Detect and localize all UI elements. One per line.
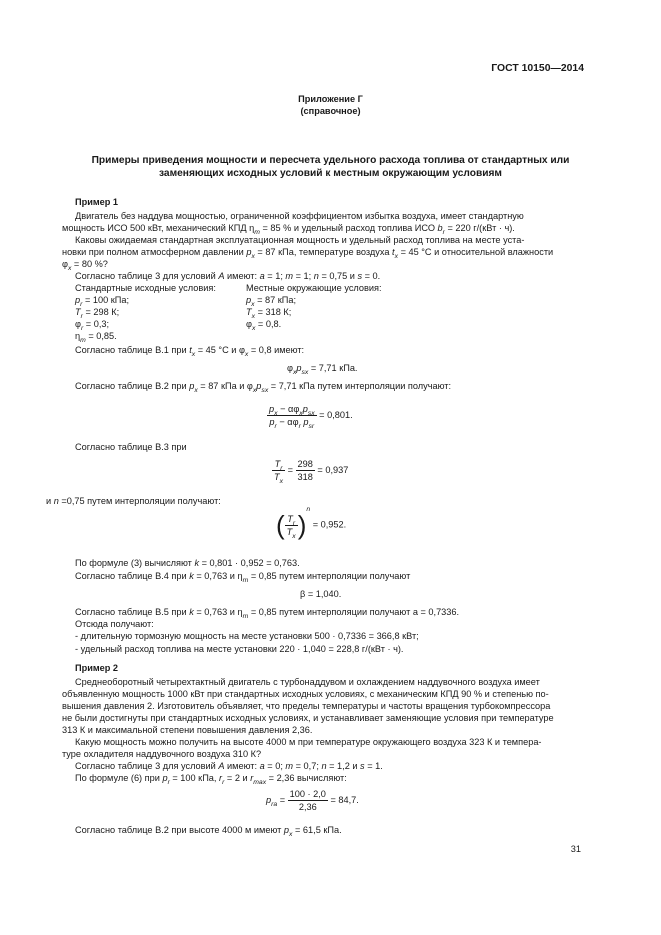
formula-temp-power: ( $\frac{T_r}{T_x}$ )$^n$ = 0,952. — [276, 506, 347, 540]
example1-para6: Согласно таблице В.3 при — [75, 442, 187, 452]
local-px: $p_x = 87$ кПа; — [246, 295, 297, 308]
local-conditions-label: Местные окружающие условия: — [246, 283, 382, 293]
std-pr: $p_r = 100$ кПа; — [75, 295, 130, 308]
example1-para5: Согласно таблице В.2 при $p_x = 87$ кПа и $\varphi_xp_{sx} = 7,71$ кПа путем интерполяции получают: — [75, 381, 452, 394]
formula-phi-psx: $\varphi_xp_{sx} = 7,71$ кПа. — [287, 363, 358, 376]
example1-para2-line1: Каковы ожидаемая стандартная эксплуатационная мощность и удельный расход топлива на месте уста- — [75, 235, 525, 245]
example1-para3: Согласно таблице 3 для условий A имеют: a = 1; m = 1; n = 0,75 и s = 0. — [75, 271, 381, 281]
example2-para1-l4: не были достигнуты при стандартных исходных условиях, и устанавливает заменяющие условия при температуре — [62, 713, 554, 723]
example2-para3: Согласно таблице 3 для условий A имеют: a = 0; m = 0,7; n = 1,2 и s = 1. — [75, 761, 383, 771]
example2-para1-l5: 313 К и максимальной степени повышения давления 2,36. — [62, 725, 313, 735]
formula-pra: $p_{ra}$ = $\frac{100 \cdot 2,0}{2,36}$ = 84,7. — [266, 789, 359, 812]
example2-para5: Согласно таблице В.2 при высоте 4000 м имеют $p_x = 61,5$ кПа. — [75, 825, 342, 838]
example1-para2-line3: $\varphi_x = 80$ %? — [62, 259, 108, 272]
temp-ratio-num: 298 — [297, 459, 313, 469]
local-phix: $\varphi_x = 0,8$. — [246, 319, 282, 332]
std-phir: $\varphi_r = 0,3$; — [75, 319, 110, 332]
formula-pra-result: = 84,7. — [330, 794, 359, 805]
example2-heading: Пример 2 — [75, 663, 119, 673]
example2-para2-l1: Какую мощность можно получить на высоте 4000 м при температуре окружающего воздуха 323 К и темпера- — [75, 737, 542, 747]
example2-para2-l2: туре охладителя наддувочного воздуха 310 К? — [62, 749, 262, 759]
temp-ratio-den: 318 — [297, 472, 313, 482]
std-tr: $T_r = 298$ К; — [75, 307, 120, 320]
std-conditions-label: Стандартные исходные условия: — [75, 283, 216, 293]
formula-temp-ratio: $\frac{T_r}{T_x}$ = $\frac{298}{318}$ = 0,937 — [274, 459, 349, 485]
example1-heading: Пример 1 — [75, 197, 119, 207]
example1-para10: Согласно таблице В.5 при k = 0,763 и $\eta_m = 0,85$ путем интерполяции получают a = 0,7336. — [75, 607, 460, 620]
section-title-line2: заменяющих исходных условий к местным окружающим условиям — [159, 168, 502, 179]
formula-beta: β = 1,040. — [300, 589, 342, 599]
example1-para8: По формуле (3) вычисляют k = 0,801 · 0,952 = 0,763. — [75, 558, 300, 568]
example1-result-power: - длительную тормозную мощность на месте установки 500 · 0,7336 = 366,8 кВт; — [75, 631, 419, 641]
formula-pressure-ratio-result: = 0,801. — [319, 409, 353, 420]
formula-temp-ratio-result: = 0,937 — [317, 464, 349, 475]
example1-para9: Согласно таблице В.4 при k = 0,763 и $\eta_m = 0,85$ путем интерполяции получают — [75, 571, 411, 584]
page-number: 31 — [570, 844, 581, 854]
example1-para1-cont: мощность ИСО 500 кВт, механический КПД $\eta_m = 85$ % и удельный расход топлива ИСО $b_r = 220$ г/(кВт · ч). — [62, 223, 515, 236]
appendix-title: Приложение Г — [298, 94, 363, 104]
pra-den: 2,36 — [298, 802, 317, 812]
formula-temp-power-result: = 0,952. — [312, 519, 347, 530]
example1-para7: и n =0,75 путем интерполяции получают: — [46, 496, 221, 506]
pra-num: 100 · 2,0 — [289, 789, 326, 799]
example2-para1-l2: объявленную мощность 1000 кВт при стандартных исходных условиях, с механическим КПД 90 % и степенью по- — [62, 689, 549, 699]
formula-pressure-ratio: $\frac{p_x - \alpha\varphi_xp_{sx}}{p_r - \alpha\varphi_r p_{sr}}$ = 0,801. — [269, 404, 353, 430]
std-etam: $\eta_m = 0,85$. — [75, 331, 117, 344]
section-title-line1: Примеры приведения мощности и пересчета удельного расхода топлива от стандартных или — [91, 155, 570, 166]
example1-para1: Двигатель без наддува мощностью, ограниченной коэффициентом избытка воздуха, имеет стандартную — [75, 211, 524, 221]
document-id: ГОСТ 10150—2014 — [491, 63, 584, 74]
example2-para4: По формуле (6) при $p_r = 100$ кПа, $r_r = 2$ и $r_{max} = 2,36$ вычисляют: — [75, 773, 347, 786]
example1-para2-line2: новки при полном атмосферном давлении $p_x = 87$ кПа, температуре воздуха $t_x = 45$ °С и относительной влажности — [62, 247, 554, 260]
example1-result-consumption: - удельный расход топлива на месте установки 220 · 1,040 = 228,8 г/(кВт · ч). — [75, 644, 404, 654]
example2-para1-l3: вышения давления 2. Изготовитель объявляет, что пределы температуры и частоты вращения турбокомпрессора — [62, 701, 551, 711]
local-tx: $T_x = 318$ К; — [246, 307, 292, 320]
example1-para11: Отсюда получают: — [75, 619, 154, 629]
example2-para1-l1: Среднеоборотный четырехтактный двигатель с турбонаддувом и охлаждением наддувочного воздуха имеет — [75, 677, 540, 687]
appendix-subtitle: (справочное) — [300, 106, 361, 116]
example1-para4: Согласно таблице В.1 при $t_x = 45$ °С и $\varphi_x = 0,8$ имеют: — [75, 345, 305, 358]
